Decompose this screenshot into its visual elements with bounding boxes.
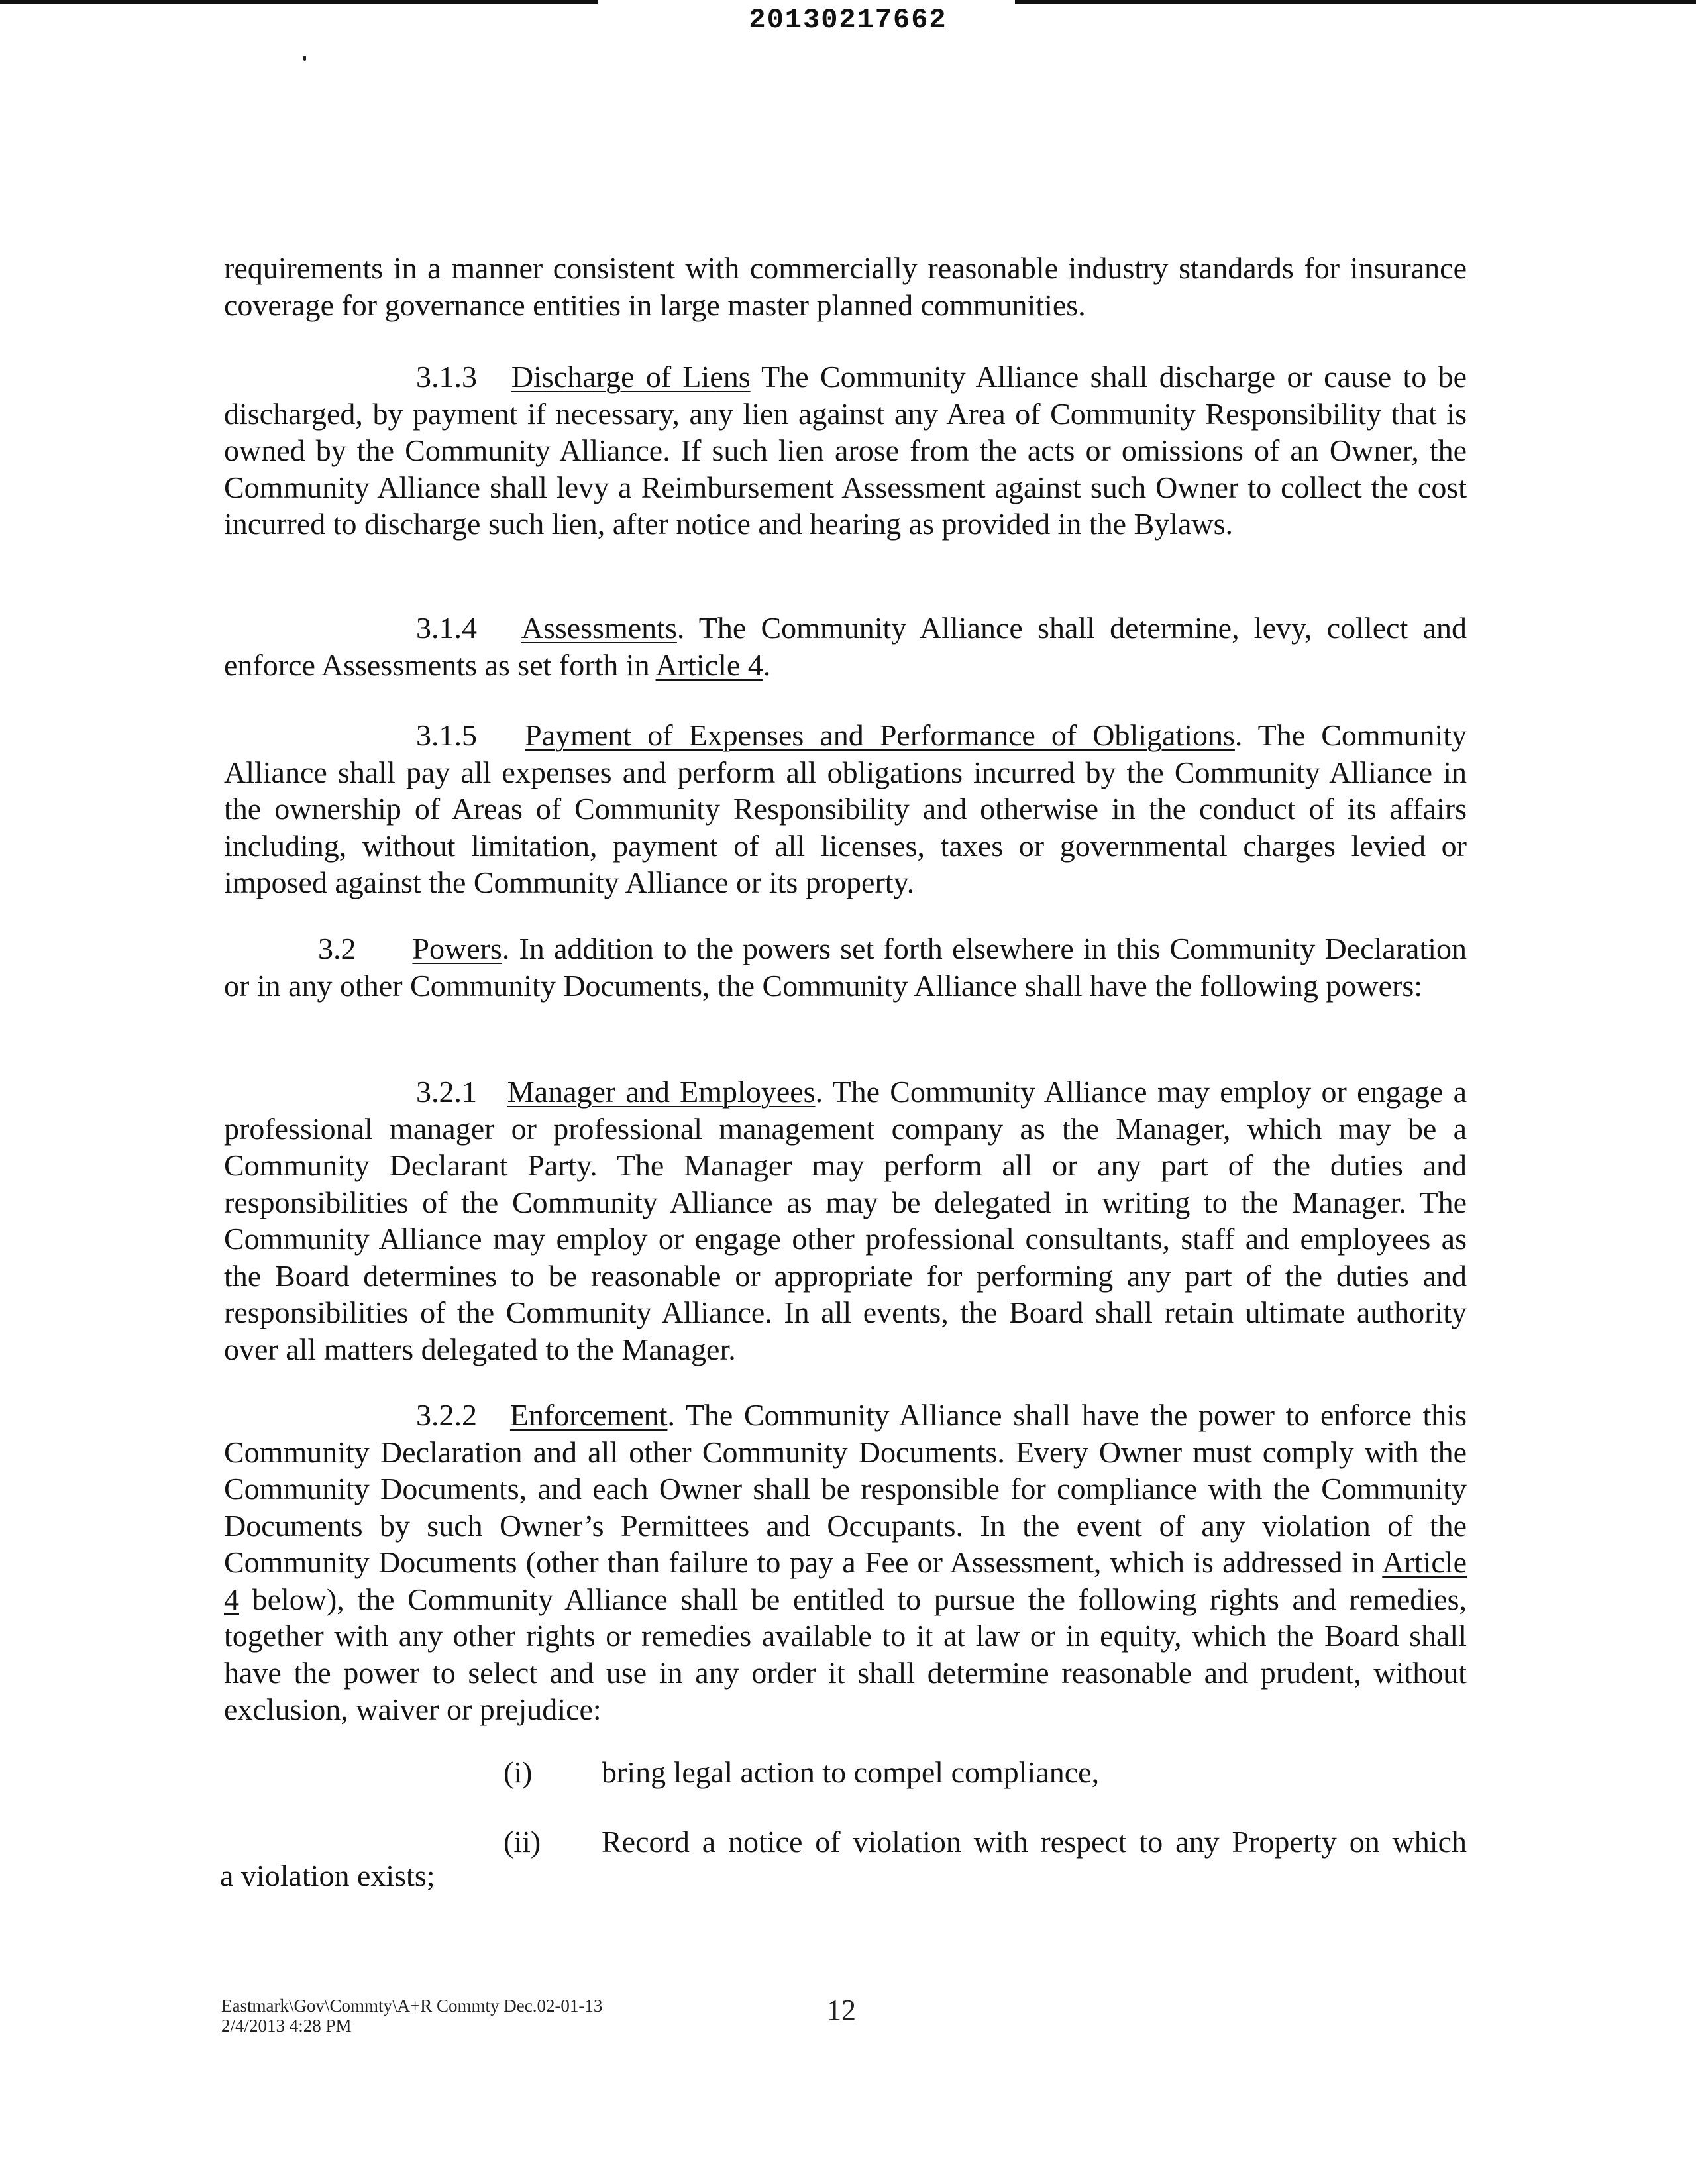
section-number: 3.1.4 [416, 611, 477, 645]
section-number: 3.1.5 [416, 718, 477, 752]
section-body-end: below), the Community Alliance shall be entitled to pursue the following rights and remedies, together with any other rights or remedies available to it at law or in equity, which the Board shall have the power to select and use in any order it shall determine reasonable and prudent, without exclusion, waiver or prejudice: [224, 1582, 1467, 1726]
section-3-2-1 [224, 1073, 1467, 1368]
section-heading: Assessments [521, 611, 677, 645]
section-body: . The Community Alliance shall determine, levy, collect and enforce Assessments as set forth in [224, 611, 1467, 682]
document-path: Eastmark\Gov\Commty\A+R Commty Dec.02-01-13 [221, 1996, 603, 2016]
section-heading: Payment of Expenses and Performance of Obligations [525, 718, 1235, 752]
section-3-1-4 [224, 610, 1467, 683]
list-item-ii-continuation: a violation exists; [220, 1859, 435, 1892]
section-body: . The Community Alliance shall pay all expenses and perform all obligations incurred by the Community Alliance in the ownership of Areas of Community Responsibility and otherwise in the conduct of its affairs including, without limitation, payment of all licenses, taxes or governmental charges levied or imposed against the Community Alliance or its property. [224, 718, 1467, 899]
section-3-1-5 [224, 717, 1467, 901]
section-body: . The Community Alliance may employ or engage a professional manager or professional management company as the Manager, which may be a Community Declarant Party. The Manager may perform all or any part of the duties and responsibilities of the Community Alliance as may be delegated in writing to the Manager. The Community Alliance may employ or engage other professional consultants, staff and employees as the Board determines to be reasonable or appropriate for performing any part of the duties and responsibilities of the Community Alliance. In all events, the Board shall retain ultimate authority over all matters delegated to the Manager. [224, 1075, 1467, 1366]
record-number: 20130217662 [749, 4, 947, 36]
scan-speck [303, 56, 306, 61]
list-marker-i: (i) [504, 1755, 533, 1789]
page-number: 12 [827, 1994, 856, 2026]
section-heading: Manager and Employees [507, 1075, 816, 1109]
paragraph-continuation: requirements in a manner consistent with commercially reasonable industry standards for insurance coverage for governance entities in large master planned communities. [224, 251, 1467, 322]
section-3-2-2 [224, 1397, 1467, 1728]
article-reference: Article 4 [224, 1545, 1467, 1616]
section-heading: Enforcement [509, 1398, 668, 1432]
list-item-i: bring legal action to compel compliance, [602, 1755, 1100, 1789]
section-heading: Discharge of Liens [511, 360, 751, 394]
section-number: 3.2.1 [416, 1075, 477, 1109]
section-3-1-3 [224, 358, 1467, 543]
section-number: 3.1.3 [416, 360, 477, 394]
section-body-end: . [763, 647, 771, 682]
section-body: . The Community Alliance shall have the power to enforce this Community Declaration and all other Community Documents. Every Owner must comply with the Community Documents, and each Owner shall be responsible for compliance with the Community Documents by such Owner’s Permittees and Occupants. In the event of any violation of the Community Documents (other than failure to pay a Fee or Assessment, which is addressed in [224, 1398, 1467, 1579]
section-number: 3.2.2 [416, 1398, 477, 1432]
print-timestamp: 2/4/2013 4:28 PM [221, 2016, 352, 2036]
article-reference: Article 4 [655, 647, 763, 682]
section-3-2 [224, 930, 1467, 1004]
section-heading: Powers [412, 932, 502, 965]
list-marker-ii: (ii) [504, 1825, 541, 1859]
section-body: The Community Alliance shall discharge or cause to be discharged, by payment if necessary, any lien against any Area of Community Responsibility that is owned by the Community Alliance. If such lien arose from the acts or omissions of an Owner, the Community Alliance shall levy a Reimbursement Assessment against such Owner to collect the cost incurred to discharge such lien, after notice and hearing as provided in the Bylaws. [224, 360, 1467, 541]
footer-info [221, 1996, 602, 2036]
section-body: . In addition to the powers set forth elsewhere in this Community Declaration or in any other Community Documents, the Community Alliance shall have the following powers: [224, 932, 1467, 1003]
list-item-ii: Record a notice of violation with respect to any Property on which [602, 1825, 1467, 1859]
section-number: 3.2 [318, 932, 356, 965]
